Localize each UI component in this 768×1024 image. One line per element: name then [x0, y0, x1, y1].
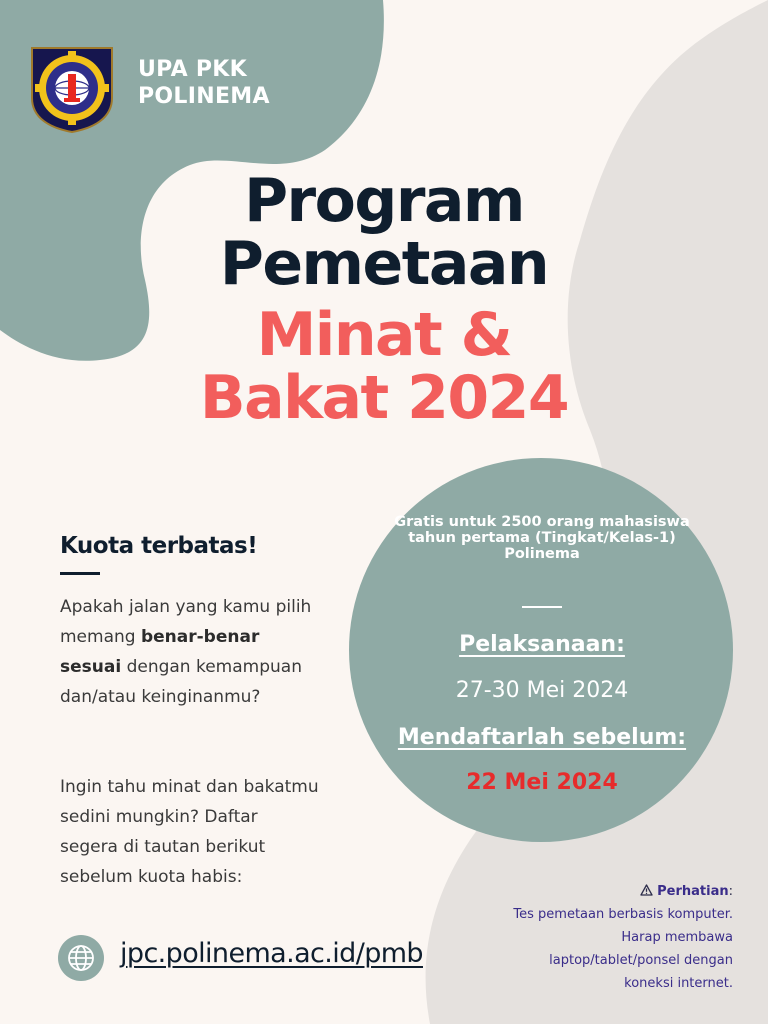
free-quota-text: Gratis untuk 2500 orang mahasiswa tahun pertama (Tingkat/Kelas-1) Polinema — [394, 514, 690, 562]
schedule-label: Pelaksanaan: — [459, 632, 625, 657]
warning-icon — [640, 884, 653, 896]
globe-icon — [58, 935, 104, 981]
organization-line2: POLINEMA — [138, 84, 270, 109]
notice-line: Harap membawa — [621, 930, 733, 945]
organization-line1: UPA PKK — [138, 57, 247, 82]
notice-line: Tes pemetaan berbasis komputer. — [513, 907, 733, 922]
notice-box — [453, 880, 733, 995]
polinema-logo — [24, 42, 120, 138]
notice-line: koneksi internet. — [624, 976, 733, 991]
title-line-pemetaan: Pemetaan — [219, 229, 549, 299]
register-before-label: Mendaftarlah sebelum: — [397, 725, 687, 750]
notice-label: Perhatian — [657, 884, 729, 899]
quota-p1-end: dengan kemampuan dan/atau keinginanmu? — [60, 657, 302, 707]
quota-heading: Kuota terbatas! — [60, 533, 258, 559]
quota-p1-bold: benar-benar sesuai — [60, 627, 260, 677]
quota-p1-start: Apakah jalan yang kamu pilih memang — [60, 597, 312, 647]
title-line-program: Program — [244, 166, 524, 236]
title-line-minat: Minat & — [256, 300, 512, 370]
circle-divider — [522, 606, 562, 608]
registration-deadline: 22 Mei 2024 — [466, 770, 618, 795]
quota-paragraph-2: Ingin tahu minat dan bakatmu sedini mungkin? Daftar segera di tautan berikut sebelum kuota habis: — [60, 777, 319, 887]
quota-paragraph-1 — [60, 592, 320, 712]
title-line-bakat: Bakat 2024 — [199, 363, 569, 433]
notice-line: laptop/tablet/ponsel dengan — [549, 953, 733, 968]
notice-heading — [453, 880, 733, 903]
organization-name — [138, 56, 270, 110]
notice-colon: : — [728, 884, 733, 899]
schedule-date: 27-30 Mei 2024 — [455, 678, 629, 703]
registration-link[interactable]: jpc.polinema.ac.id/pmb — [120, 938, 423, 969]
quota-divider — [60, 572, 100, 575]
